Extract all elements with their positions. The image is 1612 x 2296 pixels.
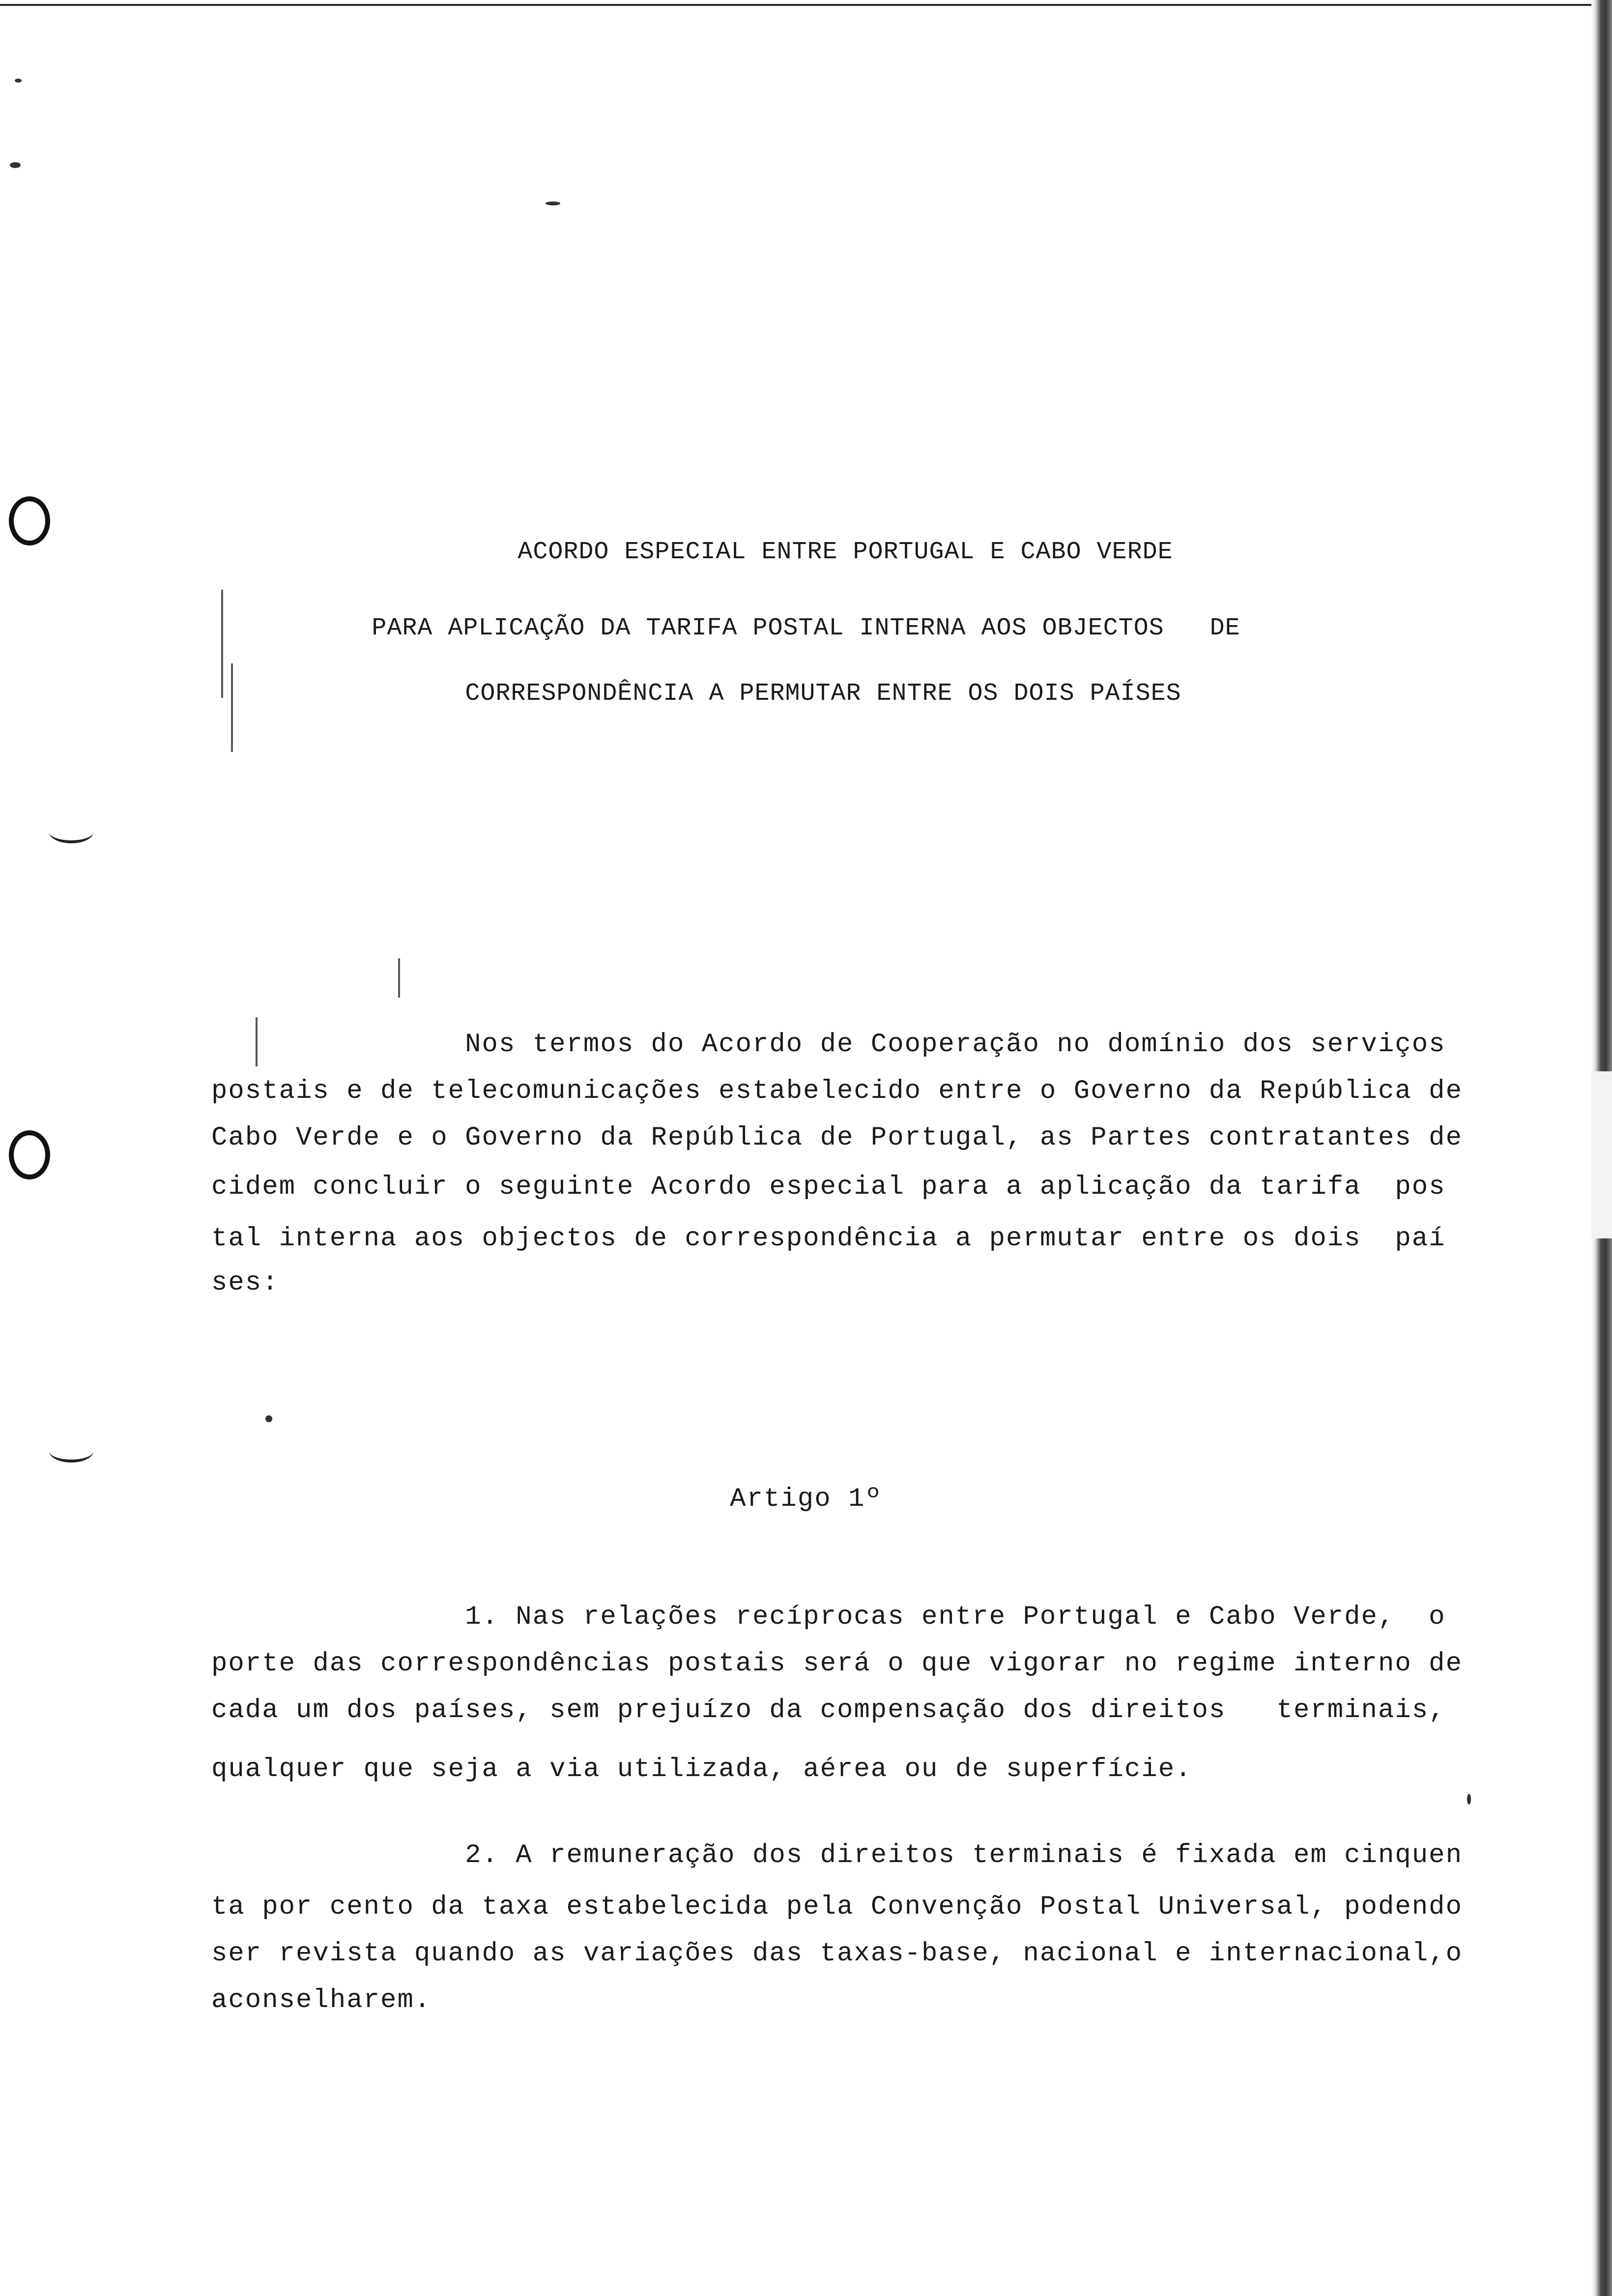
preamble-line: Cabo Verde e o Governo da República de Portugal, as Partes contratantes de [211, 1123, 1463, 1153]
preamble-line: postais e de telecomunicações estabelecido entre o Governo da República de [211, 1076, 1463, 1106]
punch-hole-lower [9, 1130, 50, 1179]
scan-top-rule [0, 4, 1592, 6]
clause-2-line: 2. A remuneração dos direitos terminais é fixada em cinquen [211, 1840, 1463, 1870]
clause-1-line: qualquer que seja a via utilizada, aérea ou de superfície. [211, 1754, 1192, 1784]
clause-1-line: porte das correspondências postais será o que vigorar no regime interno de [211, 1649, 1463, 1679]
preamble-line: cidem concluir o seguinte Acordo especial para a aplicação da tarifa pos [211, 1172, 1446, 1202]
scan-speck [15, 79, 22, 83]
preamble-line: Nos termos do Acordo de Cooperação no domínio dos serviços [211, 1030, 1446, 1060]
preamble-line: tal interna aos objectos de correspondência a permutar entre os dois paí [211, 1224, 1446, 1254]
scan-arc-mark [49, 1440, 93, 1463]
scan-line [398, 958, 400, 998]
scan-speck [265, 1415, 272, 1422]
clause-1-line: cada um dos países, sem prejuízo da compensação dos direitos terminais, [211, 1695, 1446, 1725]
scan-edge-gap [1591, 1071, 1612, 1238]
scan-line [231, 663, 233, 752]
preamble-line: ses: [211, 1268, 279, 1298]
document-title-line-3: CORRESPONDÊNCIA A PERMUTAR ENTRE OS DOIS PAÍSES [465, 680, 1181, 708]
scan-speck [546, 201, 560, 205]
clause-1-line: 1. Nas relações recíprocas entre Portugal e Cabo Verde, o [211, 1602, 1446, 1632]
scan-arc-mark [49, 821, 93, 843]
scan-speck [10, 162, 21, 168]
document-title-line-2: PARA APLICAÇÃO DA TARIFA POSTAL INTERNA AOS OBJECTOS DE [372, 614, 1240, 642]
clause-2-line: aconselharem. [211, 1985, 432, 2015]
scan-speck [1467, 1794, 1471, 1805]
clause-2-line: ser revista quando as variações das taxas-base, nacional e internacional,o [211, 1939, 1463, 1969]
clause-2-line: ta por cento da taxa estabelecida pela Convenção Postal Universal, podendo [211, 1892, 1463, 1922]
document-title-line-1: ACORDO ESPECIAL ENTRE PORTUGAL E CABO VERDE [518, 538, 1173, 566]
article-heading: Artigo 1º [730, 1484, 882, 1514]
